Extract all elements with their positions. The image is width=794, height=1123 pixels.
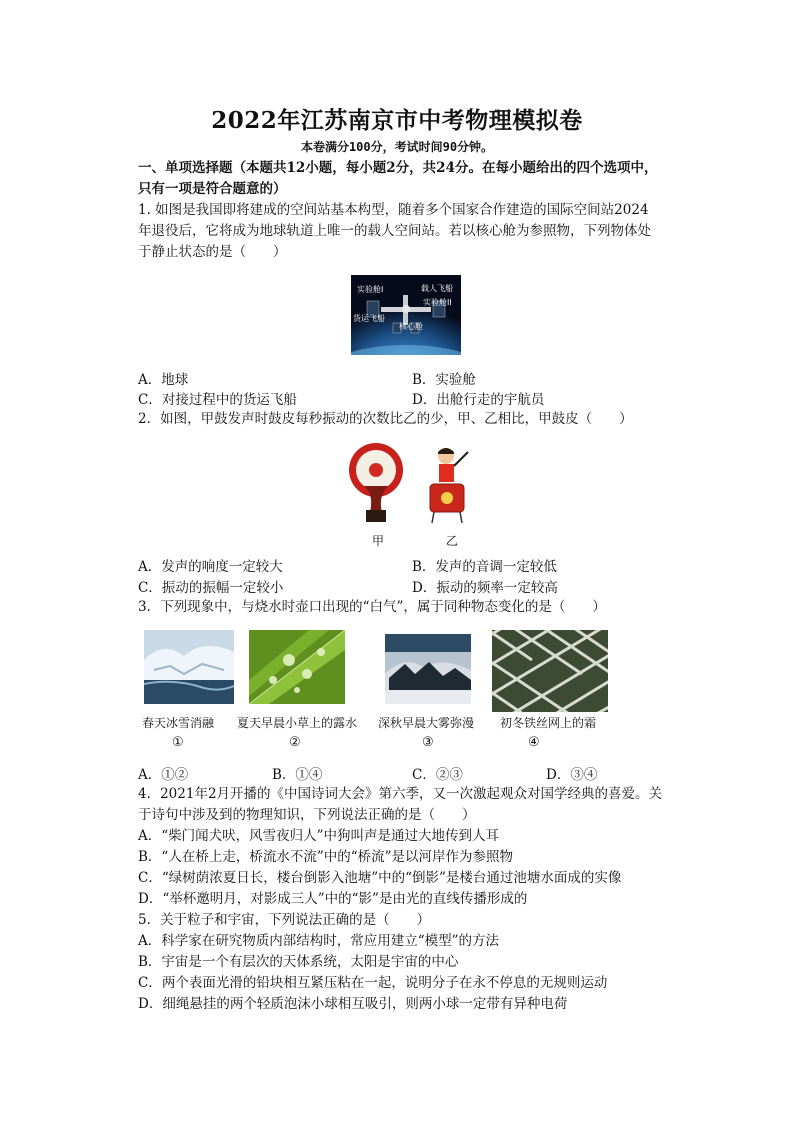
- number-1: ①: [172, 735, 184, 750]
- q4-stem-line2: 于诗句中涉及到的物理知识，下列说法正确的是（ ）: [138, 807, 476, 823]
- q3-stem-line1: 3．下列现象中，与烧水时壶口出现的“白气”，属于同种物态变化的是（ ）: [138, 599, 606, 615]
- caption-3: 深秋早晨大雾弥漫: [378, 716, 475, 730]
- section-heading-line2: 只有一项是符合题意的）: [138, 181, 287, 197]
- section-heading-line1: 一、单项选择题（本题共12小题，每小题2分，共24分。在每小题给出的四个选项中，: [138, 160, 658, 176]
- q4-stem-line1: 4．2021年2月开播的《中国诗词大会》第六季，又一次激起观众对国学经典的喜爱。关: [138, 786, 663, 802]
- number-3: ③: [422, 735, 434, 750]
- q2-option-d: D．振动的频率一定较高: [412, 580, 558, 596]
- page-title: 2022年江苏南京市中考物理模拟卷: [211, 107, 583, 134]
- q4-option-b: B．“人在桥上走，桥流水不流”中的“桥流”是以河岸作为参照物: [138, 849, 514, 865]
- number-4: ④: [528, 735, 540, 750]
- label-lab1: 实验舱I: [357, 285, 384, 294]
- label-jia: 甲: [372, 534, 385, 548]
- q2-stem-line1: 2．如图，甲鼓发声时鼓皮每秒振动的次数比乙的少，甲、乙相比，甲鼓皮（ ）: [138, 411, 633, 427]
- label-crew-ship: 载人飞船: [421, 284, 453, 293]
- caption-1: 春天冰雪消融: [142, 716, 215, 730]
- q2-option-b: B．发声的音调一定较低: [412, 559, 557, 575]
- drum-yi-image: [424, 444, 472, 524]
- q1-stem-line1: 1. 如图是我国即将建成的空间站基本构型，随着多个国家合作建造的国际空间站2024: [138, 202, 649, 218]
- q4-option-a: A．“柴门闻犬吠，风雪夜归人”中狗叫声是通过大地传到人耳: [138, 828, 500, 844]
- q3-option-d: D．③④: [546, 767, 598, 783]
- q5-option-c: C．两个表面光滑的铅块相互紧压粘在一起，说明分子在永不停息的无规则运动: [138, 975, 608, 991]
- q1-stem-line2: 年退役后，它将成为地球轨道上唯一的载人空间站。若以核心舱为参照物，下列物体处: [138, 223, 651, 239]
- space-station-image: [351, 275, 461, 355]
- q4-option-d: D．“举杯邀明月，对影成三人”中的“影”是由光的直线传播形成的: [138, 891, 528, 907]
- label-core-module: 核心舱: [399, 322, 423, 331]
- q1-option-d: D．出舱行走的宇航员: [412, 392, 545, 408]
- dew-on-grass-image: [249, 630, 345, 704]
- label-cargo-ship: 货运飞船: [353, 314, 385, 323]
- melting-snow-image: [144, 630, 234, 704]
- caption-4: 初冬铁丝网上的霜: [500, 716, 597, 730]
- label-lab2: 实验舱II: [423, 298, 452, 307]
- q2-option-c: C．振动的振幅一定较小: [138, 580, 284, 596]
- label-yi: 乙: [446, 534, 459, 548]
- number-2: ②: [289, 735, 301, 750]
- q5-stem-line1: 5．关于粒子和宇宙，下列说法正确的是（ ）: [138, 912, 431, 928]
- q2-option-a: A．发声的响度一定较大: [138, 559, 283, 575]
- q5-option-b: B．宇宙是一个有层次的天体系统，太阳是宇宙的中心: [138, 954, 459, 970]
- frost-on-wire-mesh-image: [492, 630, 608, 712]
- drum-jia-image: [340, 442, 410, 524]
- q4-option-c: C．“绿树荫浓夏日长，楼台倒影入池塘”中的“倒影”是楼台通过池塘水面成的实像: [138, 870, 622, 886]
- q1-option-b: B．实验舱: [412, 372, 476, 388]
- q1-option-a: A．地球: [138, 372, 189, 388]
- q3-option-b: B．①④: [272, 767, 323, 783]
- fog-mountains-image: [385, 634, 471, 704]
- exam-subtitle: 本卷满分100分，考试时间90分钟。: [300, 140, 494, 154]
- q3-option-a: A．①②: [138, 767, 189, 783]
- q1-stem-line3: 于静止状态的是（ ）: [138, 244, 287, 260]
- q3-option-c: C．②③: [412, 767, 463, 783]
- q5-option-d: D．细绳悬挂的两个轻质泡沫小球相互吸引，则两小球一定带有异种电荷: [138, 996, 568, 1012]
- caption-2: 夏天早晨小草上的露水: [237, 716, 358, 730]
- q5-option-a: A．科学家在研究物质内部结构时，常应用建立“模型”的方法: [138, 933, 500, 949]
- q1-option-c: C．对接过程中的货运飞船: [138, 392, 297, 408]
